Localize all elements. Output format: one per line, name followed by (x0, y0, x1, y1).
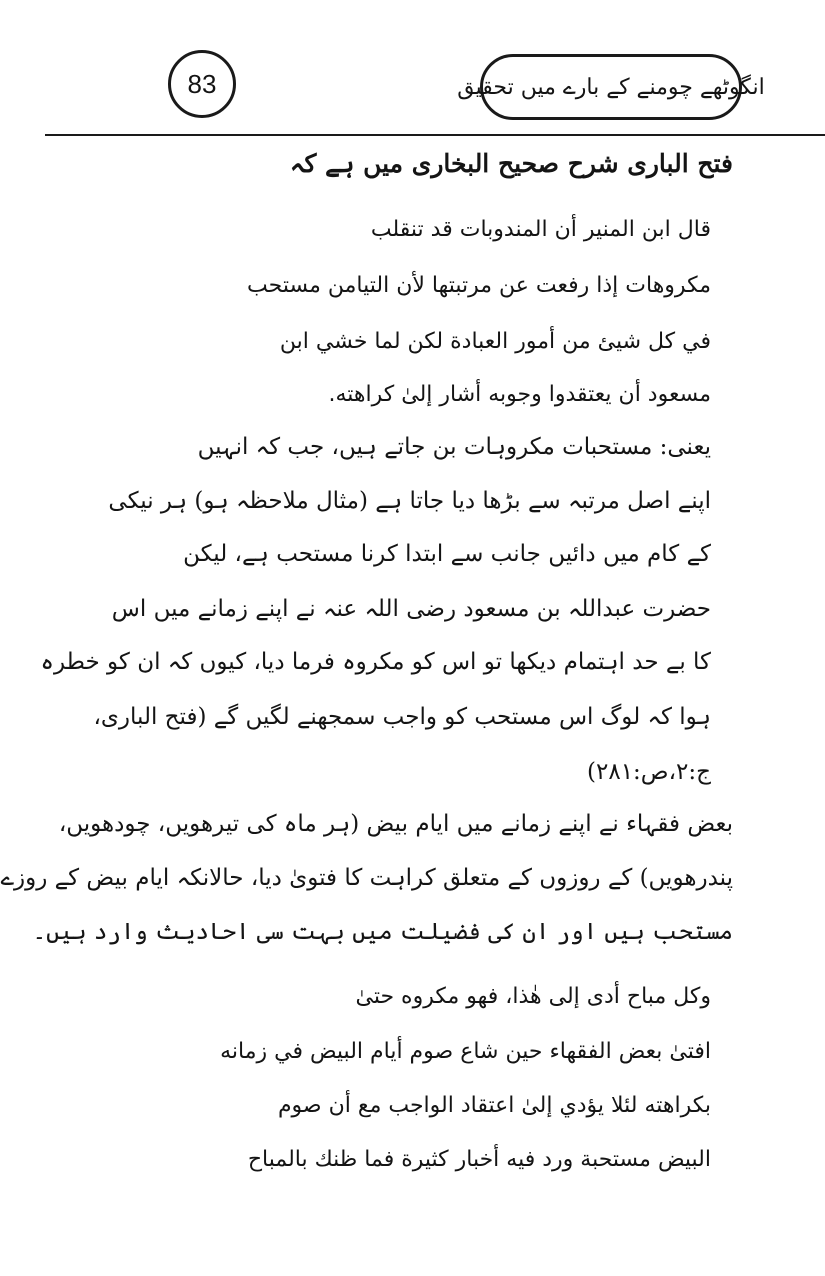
header-divider (45, 134, 825, 136)
arabic-quote-2-line: البيض مستحبة ورد فيه أخبار كثيرة فما ظنك بالمباح (247, 1147, 711, 1172)
arabic-quote-1-line: مسعود أن يعتقدوا وجوبه أشار إلىٰ كراهته. (328, 382, 711, 407)
urdu-translation-line: کے کام میں دائیں جانب سے ابتدا کرنا مستحب ہے، لیکن (183, 541, 711, 567)
intro-line: فتح الباری شرح صحیح البخاری میں ہے کہ (289, 149, 733, 178)
arabic-quote-1-line: في كل شيئ من أمور العبادة لكن لما خشي ابن (279, 329, 711, 354)
urdu-paragraph-line: پندرھویں) کے روزوں کے متعلق کراہت کا فتویٰ دیا، حالانکہ ایام بیض کے روزے (0, 865, 733, 891)
urdu-paragraph-line: مستحب ہیں اور ان کی فضیلت میں بہت سی احادیث وارد ہیں۔ (32, 919, 733, 945)
urdu-paragraph-line: بعض فقہاء نے اپنے زمانے میں ایام بیض (ہر ماہ کی تیرھویں، چودھویں، (58, 811, 733, 837)
urdu-translation-citation: ج:۲،ص:۲۸۱) (587, 759, 711, 785)
urdu-translation-line: کا بے حد اہتمام دیکھا تو اس کو مکروہ فرما دیا، کیوں کہ ان کو خطرہ (40, 649, 711, 675)
page-number: 83 (168, 50, 236, 118)
arabic-quote-1-line: قال ابن المنير أن المندوبات قد تنقلب (370, 217, 711, 242)
running-title: انگوٹھے چومنے کے بارے میں تحقیق (480, 54, 742, 120)
urdu-translation-line: اپنے اصل مرتبہ سے بڑھا دیا جاتا ہے (مثال ملاحظہ ہو) ہر نیکی (108, 488, 711, 514)
urdu-translation-line: یعنی: مستحبات مکروہات بن جاتے ہیں، جب کہ انہیں (197, 434, 711, 460)
arabic-quote-1-line: مكروهات إذا رفعت عن مرتبتها لأن التيامن مستحب (247, 273, 711, 298)
arabic-quote-2-line: افتىٰ بعض الفقهاء حين شاع صوم أيام البيض في زمانه (220, 1039, 711, 1064)
urdu-translation-line: ہوا کہ لوگ اس مستحب کو واجب سمجھنے لگیں گے (فتح الباری، (93, 704, 711, 730)
arabic-quote-2-line: بكراهته لئلا يؤدي إلىٰ اعتقاد الواجب مع أن صوم (277, 1093, 711, 1118)
urdu-translation-line: حضرت عبداللہ بن مسعود رضی اللہ عنہ نے اپنے زمانے میں اس (111, 596, 711, 622)
arabic-quote-2-line: وكل مباح أدى إلى هٰذا، فهو مكروه حتىٰ (355, 984, 711, 1009)
